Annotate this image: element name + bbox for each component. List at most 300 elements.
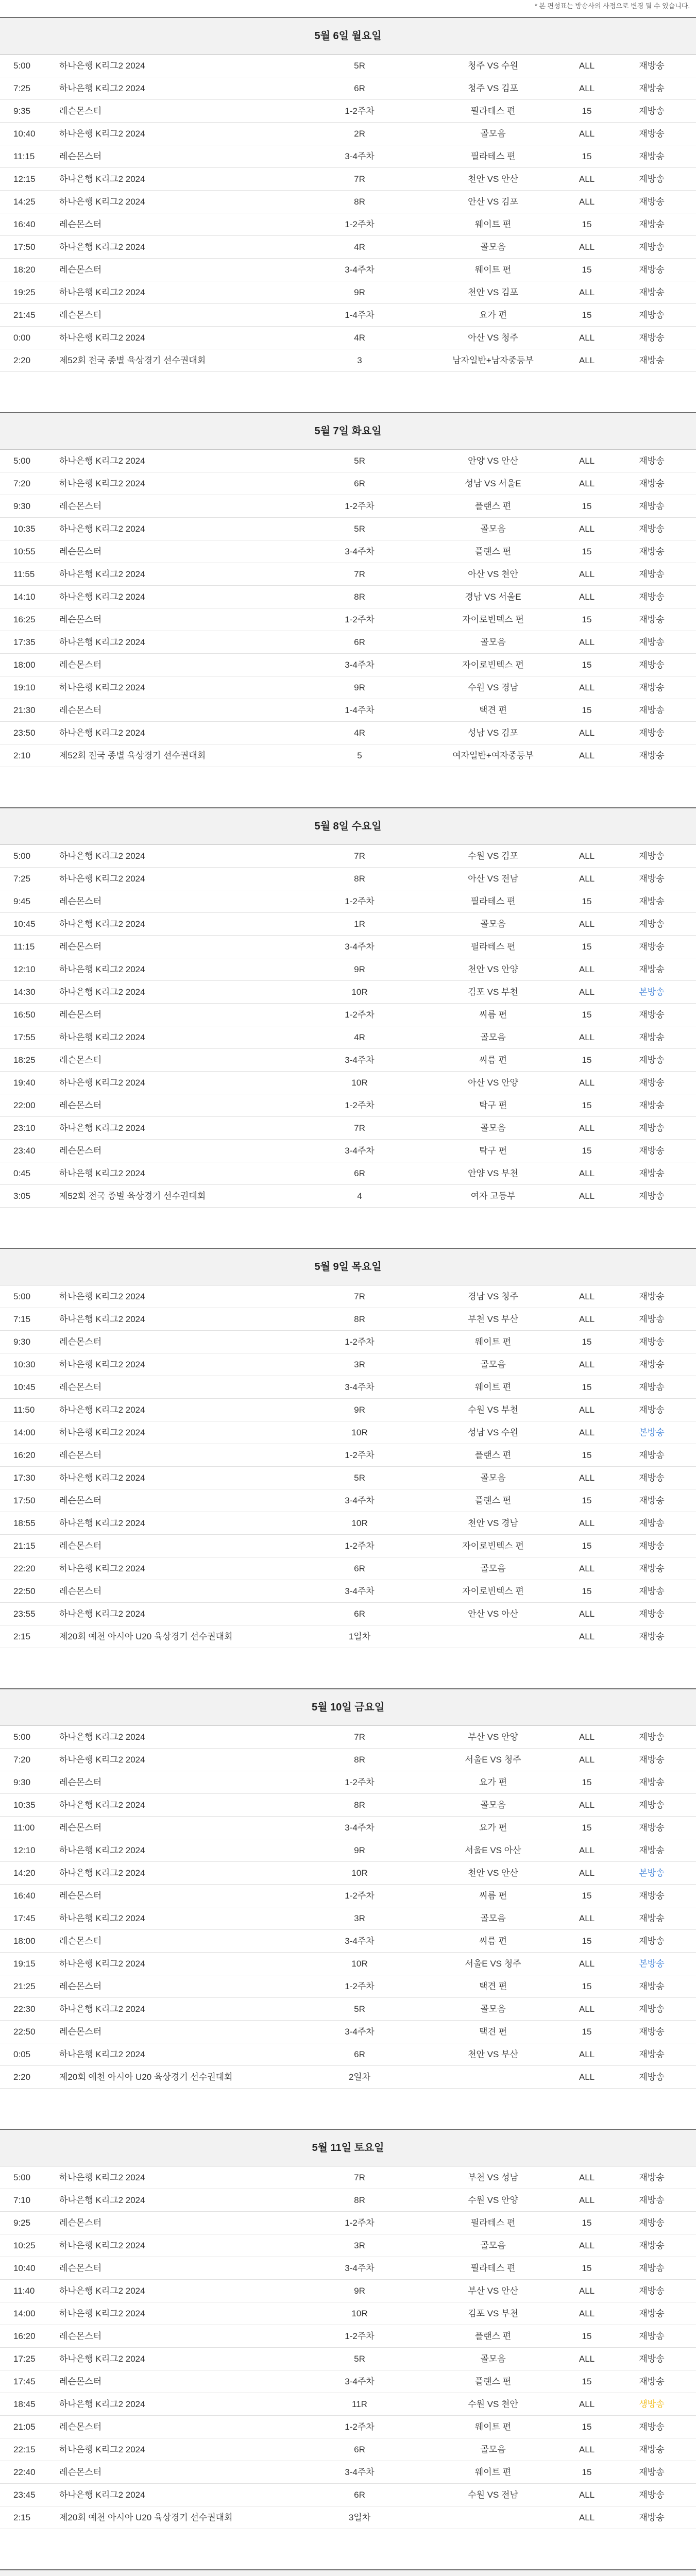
schedule-row [0, 518, 696, 540]
schedule-row [0, 1794, 696, 1817]
round-cell: 3R [354, 1913, 365, 1923]
round-cell: 1-2주차 [345, 896, 375, 906]
program-cell: 하나은행 K리그2 2024 [59, 1314, 145, 1324]
broadcast-type-cell: 재방송 [639, 2263, 665, 2273]
matchup-cell: 안양 VS 안산 [468, 456, 518, 466]
program-cell: 하나은행 K리그2 2024 [59, 569, 145, 579]
program-cell: 하나은행 K리그2 2024 [59, 1518, 145, 1528]
round-cell: 6R [354, 2049, 365, 2059]
rating-cell: ALL [579, 287, 595, 297]
matchup-cell: 안산 VS 김포 [468, 197, 518, 207]
matchup-cell: 성남 VS 김포 [468, 728, 518, 738]
rating-cell: 15 [582, 1010, 592, 1020]
round-cell: 1-2주차 [345, 1777, 375, 1787]
time-cell: 7:20 [13, 1755, 31, 1765]
schedule-row [0, 1953, 696, 1975]
program-cell: 하나은행 K리그2 2024 [59, 1292, 145, 1301]
program-cell: 하나은행 K리그2 2024 [59, 2309, 145, 2318]
broadcast-type-cell: 재방송 [639, 61, 665, 71]
rating-cell: 15 [582, 1777, 592, 1787]
rating-cell: 15 [582, 2027, 592, 2037]
schedule-row [0, 2302, 696, 2325]
round-cell: 6R [354, 637, 365, 647]
round-cell: 3일차 [348, 2513, 371, 2522]
round-cell: 8R [354, 874, 365, 884]
schedule-row [0, 936, 696, 958]
program-cell: 레슨몬스터 [59, 2263, 102, 2273]
round-cell: 3R [354, 2241, 365, 2250]
round-cell: 11R [352, 2399, 367, 2409]
time-cell: 11:00 [13, 1823, 35, 1833]
rating-cell: ALL [579, 1191, 595, 1201]
schedule-row [0, 259, 696, 281]
round-cell: 1-2주차 [345, 1337, 375, 1347]
program-cell: 하나은행 K리그2 2024 [59, 1405, 145, 1415]
round-cell: 6R [354, 83, 365, 93]
broadcast-type-cell: 본방송 [639, 1868, 665, 1878]
time-cell: 10:35 [13, 1800, 36, 1810]
program-cell: 레슨몬스터 [59, 2331, 102, 2341]
schedule-row [0, 2325, 696, 2348]
matchup-cell: 골모음 [480, 2354, 506, 2364]
rating-cell: 15 [582, 265, 592, 275]
schedule-row [0, 495, 696, 518]
rating-cell: 15 [582, 2467, 592, 2477]
matchup-cell [421, 2066, 565, 2088]
schedule-row [0, 654, 696, 676]
rating-cell: 15 [582, 219, 592, 229]
matchup-cell: 청주 VS 김포 [468, 83, 518, 93]
program-cell: 하나은행 K리그2 2024 [59, 2490, 145, 2500]
matchup-cell: 부산 VS 안양 [468, 1732, 518, 1742]
schedule-row [0, 1094, 696, 1117]
time-cell: 7:20 [13, 479, 31, 488]
broadcast-type-cell: 재방송 [639, 1732, 665, 1742]
broadcast-type-cell: 재방송 [639, 615, 665, 624]
rating-cell: ALL [579, 1168, 595, 1178]
schedule-row [0, 608, 696, 631]
broadcast-type-cell: 재방송 [639, 728, 665, 738]
rating-cell: 15 [582, 660, 592, 670]
matchup-cell: 골모음 [480, 1473, 506, 1483]
time-cell: 2:15 [13, 2513, 31, 2522]
matchup-cell: 필라테스 편 [470, 106, 516, 116]
rating-cell: 15 [582, 1936, 592, 1946]
schedule-row [0, 1026, 696, 1049]
rating-cell: ALL [579, 333, 595, 343]
schedule-row [0, 1512, 696, 1535]
broadcast-type-cell: 재방송 [639, 2377, 665, 2386]
time-cell: 17:50 [13, 1496, 36, 1505]
rating-cell: ALL [579, 2049, 595, 2059]
broadcast-type-cell: 재방송 [639, 1010, 665, 1020]
schedule-row [0, 2416, 696, 2438]
rating-cell: ALL [579, 1632, 595, 1641]
round-cell: 1-2주차 [345, 615, 375, 624]
broadcast-type-cell: 재방송 [639, 1755, 665, 1765]
round-cell: 6R [354, 2490, 365, 2500]
time-cell: 16:20 [13, 2331, 36, 2341]
broadcast-type-cell: 본방송 [639, 987, 665, 997]
matchup-cell: 수원 VS 경남 [468, 683, 518, 692]
matchup-cell: 안양 VS 부천 [468, 1168, 518, 1178]
schedule-row [0, 981, 696, 1004]
matchup-cell: 플랜스 편 [474, 547, 512, 556]
time-cell: 11:55 [13, 569, 35, 579]
time-cell: 10:40 [13, 129, 36, 139]
rating-cell: ALL [579, 2399, 595, 2409]
round-cell: 3 [357, 355, 362, 365]
round-cell: 4R [354, 728, 365, 738]
broadcast-type-cell: 재방송 [639, 197, 665, 207]
matchup-cell: 부천 VS 성남 [468, 2173, 518, 2182]
rating-cell: ALL [579, 1868, 595, 1878]
round-cell: 10R [351, 1078, 368, 1088]
broadcast-type-cell: 재방송 [639, 2241, 665, 2250]
rating-cell: ALL [579, 174, 595, 184]
round-cell: 1-4주차 [345, 705, 375, 715]
schedule-row [0, 1930, 696, 1953]
program-cell: 레슨몬스터 [59, 1541, 102, 1551]
broadcast-type-cell: 재방송 [639, 1168, 665, 1178]
schedule-row [0, 1885, 696, 1907]
schedule-row [0, 1376, 696, 1399]
schedule-row [0, 1907, 696, 1930]
matchup-cell: 요가 편 [479, 1777, 507, 1787]
schedule-row [0, 304, 696, 327]
broadcast-type-cell: 재방송 [639, 1823, 665, 1833]
matchup-cell: 필라테스 편 [470, 896, 516, 906]
matchup-cell: 웨이트 편 [474, 265, 512, 275]
broadcast-type-cell: 재방송 [639, 2049, 665, 2059]
round-cell: 3-4주차 [345, 2263, 375, 2273]
broadcast-type-cell: 재방송 [639, 1609, 665, 1619]
broadcast-type-cell: 재방송 [639, 524, 665, 534]
program-cell: 레슨몬스터 [59, 660, 102, 670]
matchup-cell: 수원 VS 부천 [468, 1405, 518, 1415]
rating-cell: 15 [582, 547, 592, 556]
time-cell: 5:00 [13, 1292, 31, 1301]
program-cell: 레슨몬스터 [59, 1055, 102, 1065]
broadcast-type-cell: 재방송 [639, 2445, 665, 2454]
round-cell: 1-2주차 [345, 106, 375, 116]
time-cell: 12:10 [13, 964, 36, 974]
matchup-cell: 아산 VS 청주 [468, 333, 518, 343]
time-cell: 5:00 [13, 1732, 31, 1742]
broadcast-type-cell: 재방송 [639, 2490, 665, 2500]
schedule-row [0, 1285, 696, 1308]
schedule-row [0, 1162, 696, 1185]
broadcast-type-cell: 재방송 [639, 1800, 665, 1810]
broadcast-type-cell: 재방송 [639, 1936, 665, 1946]
broadcast-type-cell: 재방송 [639, 569, 665, 579]
time-cell: 9:30 [13, 501, 31, 511]
round-cell: 1-2주차 [345, 1010, 375, 1020]
rating-cell: ALL [579, 1360, 595, 1369]
time-cell: 19:25 [13, 287, 36, 297]
matchup-cell: 서울E VS 아산 [465, 1845, 521, 1855]
matchup-cell: 탁구 편 [479, 1146, 507, 1156]
round-cell: 1일차 [348, 1632, 371, 1641]
round-cell: 1-2주차 [345, 2422, 375, 2432]
matchup-cell: 골모음 [480, 1564, 506, 1573]
round-cell: 4R [354, 1032, 365, 1042]
schedule-row [0, 1185, 696, 1208]
rating-cell: 15 [582, 1586, 592, 1596]
time-cell: 16:40 [13, 219, 36, 229]
round-cell: 3-4주차 [345, 265, 375, 275]
rating-cell: 15 [582, 501, 592, 511]
program-cell: 하나은행 K리그2 2024 [59, 2445, 145, 2454]
time-cell: 10:45 [13, 1382, 36, 1392]
rating-cell: ALL [579, 1845, 595, 1855]
broadcast-type-cell: 재방송 [639, 501, 665, 511]
schedule-row [0, 540, 696, 563]
matchup-cell: 골모음 [480, 2445, 506, 2454]
program-cell: 레슨몬스터 [59, 705, 102, 715]
rating-cell: ALL [579, 751, 595, 760]
schedule-row [0, 1817, 696, 1839]
schedule-row [0, 1998, 696, 2021]
schedule-row [0, 1308, 696, 1331]
rating-cell: ALL [579, 592, 595, 602]
schedule-row [0, 281, 696, 304]
program-cell: 하나은행 K리그2 2024 [59, 1473, 145, 1483]
round-cell: 5R [354, 456, 365, 466]
broadcast-type-cell: 재방송 [639, 2004, 665, 2014]
broadcast-type-cell: 재방송 [639, 2309, 665, 2318]
program-cell: 제20회 예천 아시아 U20 육상경기 선수권대회 [59, 1632, 233, 1641]
broadcast-type-cell: 재방송 [639, 1845, 665, 1855]
time-cell: 22:30 [13, 2004, 36, 2014]
broadcast-type-cell: 재방송 [639, 547, 665, 556]
broadcast-type-cell: 재방송 [639, 1586, 665, 1596]
broadcast-type-cell: 재방송 [639, 2027, 665, 2037]
time-cell: 22:40 [13, 2467, 36, 2477]
day-section [0, 807, 696, 1208]
schedule-row [0, 327, 696, 349]
program-cell: 하나은행 K리그2 2024 [59, 728, 145, 738]
matchup-cell: 천안 VS 김포 [468, 287, 518, 297]
program-cell: 레슨몬스터 [59, 942, 102, 952]
time-cell: 12:15 [13, 174, 36, 184]
program-cell: 하나은행 K리그2 2024 [59, 1609, 145, 1619]
time-cell: 22:00 [13, 1100, 36, 1110]
time-cell: 10:35 [13, 524, 36, 534]
round-cell: 10R [351, 1959, 368, 1969]
schedule-row [0, 1399, 696, 1421]
broadcast-type-cell: 재방송 [639, 310, 665, 320]
matchup-cell: 플랜스 편 [474, 1496, 512, 1505]
round-cell: 4R [354, 242, 365, 252]
matchup-cell: 씨름 편 [479, 1010, 507, 1020]
rating-cell: ALL [579, 1959, 595, 1969]
rating-cell: ALL [579, 1564, 595, 1573]
program-cell: 하나은행 K리그2 2024 [59, 851, 145, 861]
program-cell: 하나은행 K리그2 2024 [59, 1360, 145, 1369]
matchup-cell: 골모음 [480, 1360, 506, 1369]
broadcast-type-cell: 재방송 [639, 2286, 665, 2296]
program-cell: 레슨몬스터 [59, 1146, 102, 1156]
broadcast-type-cell: 재방송 [639, 751, 665, 760]
program-cell: 하나은행 K리그2 2024 [59, 1959, 145, 1969]
time-cell: 11:50 [13, 1405, 35, 1415]
broadcast-type-cell: 재방송 [639, 683, 665, 692]
round-cell: 3-4주차 [345, 547, 375, 556]
program-cell: 하나은행 K리그2 2024 [59, 242, 145, 252]
round-cell: 3-4주차 [345, 1146, 375, 1156]
rating-cell: 15 [582, 1100, 592, 1110]
schedule-row [0, 450, 696, 472]
round-cell: 9R [354, 1845, 365, 1855]
broadcast-type-cell: 재방송 [639, 964, 665, 974]
broadcast-type-cell: 재방송 [639, 1632, 665, 1641]
rating-cell: ALL [579, 83, 595, 93]
broadcast-type-cell: 재방송 [639, 242, 665, 252]
time-cell: 17:35 [13, 637, 36, 647]
day-title: 5월 7일 화요일 [0, 412, 696, 450]
round-cell: 1-2주차 [345, 219, 375, 229]
round-cell: 10R [351, 1518, 368, 1528]
time-cell: 17:55 [13, 1032, 36, 1042]
program-cell: 레슨몬스터 [59, 501, 102, 511]
round-cell: 9R [354, 683, 365, 692]
matchup-cell: 골모음 [480, 1032, 506, 1042]
program-cell: 제52회 전국 종별 육상경기 선수권대회 [59, 1191, 206, 1201]
day-title: 5월 8일 수요일 [0, 807, 696, 845]
program-cell: 하나은행 K리그2 2024 [59, 524, 145, 534]
broadcast-type-cell: 재방송 [639, 896, 665, 906]
rating-cell: ALL [579, 683, 595, 692]
program-cell: 하나은행 K리그2 2024 [59, 1078, 145, 1088]
time-cell: 5:00 [13, 2173, 31, 2182]
program-cell: 하나은행 K리그2 2024 [59, 637, 145, 647]
program-cell: 하나은행 K리그2 2024 [59, 456, 145, 466]
matchup-cell [421, 1625, 565, 1648]
broadcast-type-cell: 재방송 [639, 1292, 665, 1301]
rating-cell: ALL [579, 479, 595, 488]
round-cell: 1R [354, 919, 365, 929]
program-cell: 하나은행 K리그2 2024 [59, 2049, 145, 2059]
rating-cell: ALL [579, 1314, 595, 1324]
rating-cell: 15 [582, 1981, 592, 1991]
broadcast-type-cell: 재방송 [639, 333, 665, 343]
rating-cell: ALL [579, 2309, 595, 2318]
broadcast-type-cell: 재방송 [639, 1123, 665, 1133]
matchup-cell: 요가 편 [479, 310, 507, 320]
matchup-cell: 웨이트 편 [474, 1337, 512, 1347]
schedule-row [0, 191, 696, 213]
time-cell: 21:25 [13, 1981, 36, 1991]
time-cell: 21:45 [13, 310, 36, 320]
rating-cell: ALL [579, 1078, 595, 1088]
program-cell: 레슨몬스터 [59, 265, 102, 275]
time-cell: 18:25 [13, 1055, 36, 1065]
time-cell: 7:15 [13, 1314, 31, 1324]
matchup-cell: 골모음 [480, 2004, 506, 2014]
rating-cell: ALL [579, 1609, 595, 1619]
schedule-row [0, 2393, 696, 2416]
round-cell: 3-4주차 [345, 660, 375, 670]
rating-cell: 15 [582, 2377, 592, 2386]
round-cell: 1-2주차 [345, 2331, 375, 2341]
matchup-cell: 필라테스 편 [470, 2263, 516, 2273]
time-cell: 19:10 [13, 683, 36, 692]
matchup-cell: 필라테스 편 [470, 2218, 516, 2228]
program-cell: 하나은행 K리그2 2024 [59, 1800, 145, 1810]
program-cell: 하나은행 K리그2 2024 [59, 1123, 145, 1133]
broadcast-type-cell: 생방송 [639, 2399, 665, 2409]
broadcast-type-cell: 본방송 [639, 1959, 665, 1969]
round-cell: 1-2주차 [345, 1981, 375, 1991]
schedule-row [0, 1625, 696, 1648]
program-cell: 레슨몬스터 [59, 2027, 102, 2037]
matchup-cell: 씨름 편 [479, 1936, 507, 1946]
rating-cell: ALL [579, 987, 595, 997]
broadcast-type-cell: 재방송 [639, 479, 665, 488]
round-cell: 5R [354, 2004, 365, 2014]
broadcast-type-cell: 재방송 [639, 2354, 665, 2364]
round-cell: 7R [354, 569, 365, 579]
day-section [0, 412, 696, 767]
broadcast-type-cell: 재방송 [639, 2513, 665, 2522]
broadcast-type-cell: 재방송 [639, 2467, 665, 2477]
round-cell: 5R [354, 524, 365, 534]
broadcast-type-cell: 재방송 [639, 1337, 665, 1347]
rating-cell: ALL [579, 456, 595, 466]
time-cell: 0:45 [13, 1168, 31, 1178]
program-cell: 레슨몬스터 [59, 896, 102, 906]
matchup-cell: 서울E VS 청주 [465, 1959, 521, 1969]
matchup-cell: 부천 VS 부산 [468, 1314, 518, 1324]
matchup-cell: 플랜스 편 [474, 1450, 512, 1460]
broadcast-type-cell: 재방송 [639, 1032, 665, 1042]
matchup-cell: 웨이트 편 [474, 2467, 512, 2477]
matchup-cell: 웨이트 편 [474, 1382, 512, 1392]
program-cell: 하나은행 K리그2 2024 [59, 197, 145, 207]
schedule-row [0, 236, 696, 259]
schedule-row [0, 563, 696, 586]
matchup-cell: 탁구 편 [479, 1100, 507, 1110]
program-cell: 하나은행 K리그2 2024 [59, 83, 145, 93]
program-cell: 하나은행 K리그2 2024 [59, 1845, 145, 1855]
day-title: 5월 9일 목요일 [0, 1248, 696, 1285]
round-cell: 6R [354, 1609, 365, 1619]
matchup-cell: 웨이트 편 [474, 219, 512, 229]
rating-cell: ALL [579, 728, 595, 738]
program-cell: 하나은행 K리그2 2024 [59, 1755, 145, 1765]
broadcast-type-cell: 재방송 [639, 1541, 665, 1551]
matchup-cell: 자이로빈텍스 편 [462, 1541, 524, 1551]
broadcast-type-cell: 재방송 [639, 129, 665, 139]
matchup-cell: 골모음 [480, 637, 506, 647]
schedule-row [0, 2021, 696, 2043]
rating-cell: 15 [582, 2331, 592, 2341]
broadcast-type-cell: 재방송 [639, 1564, 665, 1573]
day-section [0, 2569, 696, 2576]
time-cell: 9:35 [13, 106, 31, 116]
schedule-row [0, 2066, 696, 2089]
time-cell: 17:25 [13, 2354, 36, 2364]
program-cell: 하나은행 K리그2 2024 [59, 1032, 145, 1042]
broadcast-type-cell: 재방송 [639, 1055, 665, 1065]
schedule-row [0, 2461, 696, 2484]
matchup-cell: 경남 VS 청주 [468, 1292, 518, 1301]
program-cell: 하나은행 K리그2 2024 [59, 174, 145, 184]
program-cell: 레슨몬스터 [59, 1100, 102, 1110]
schedule-row [0, 722, 696, 744]
schedule-row [0, 2484, 696, 2506]
